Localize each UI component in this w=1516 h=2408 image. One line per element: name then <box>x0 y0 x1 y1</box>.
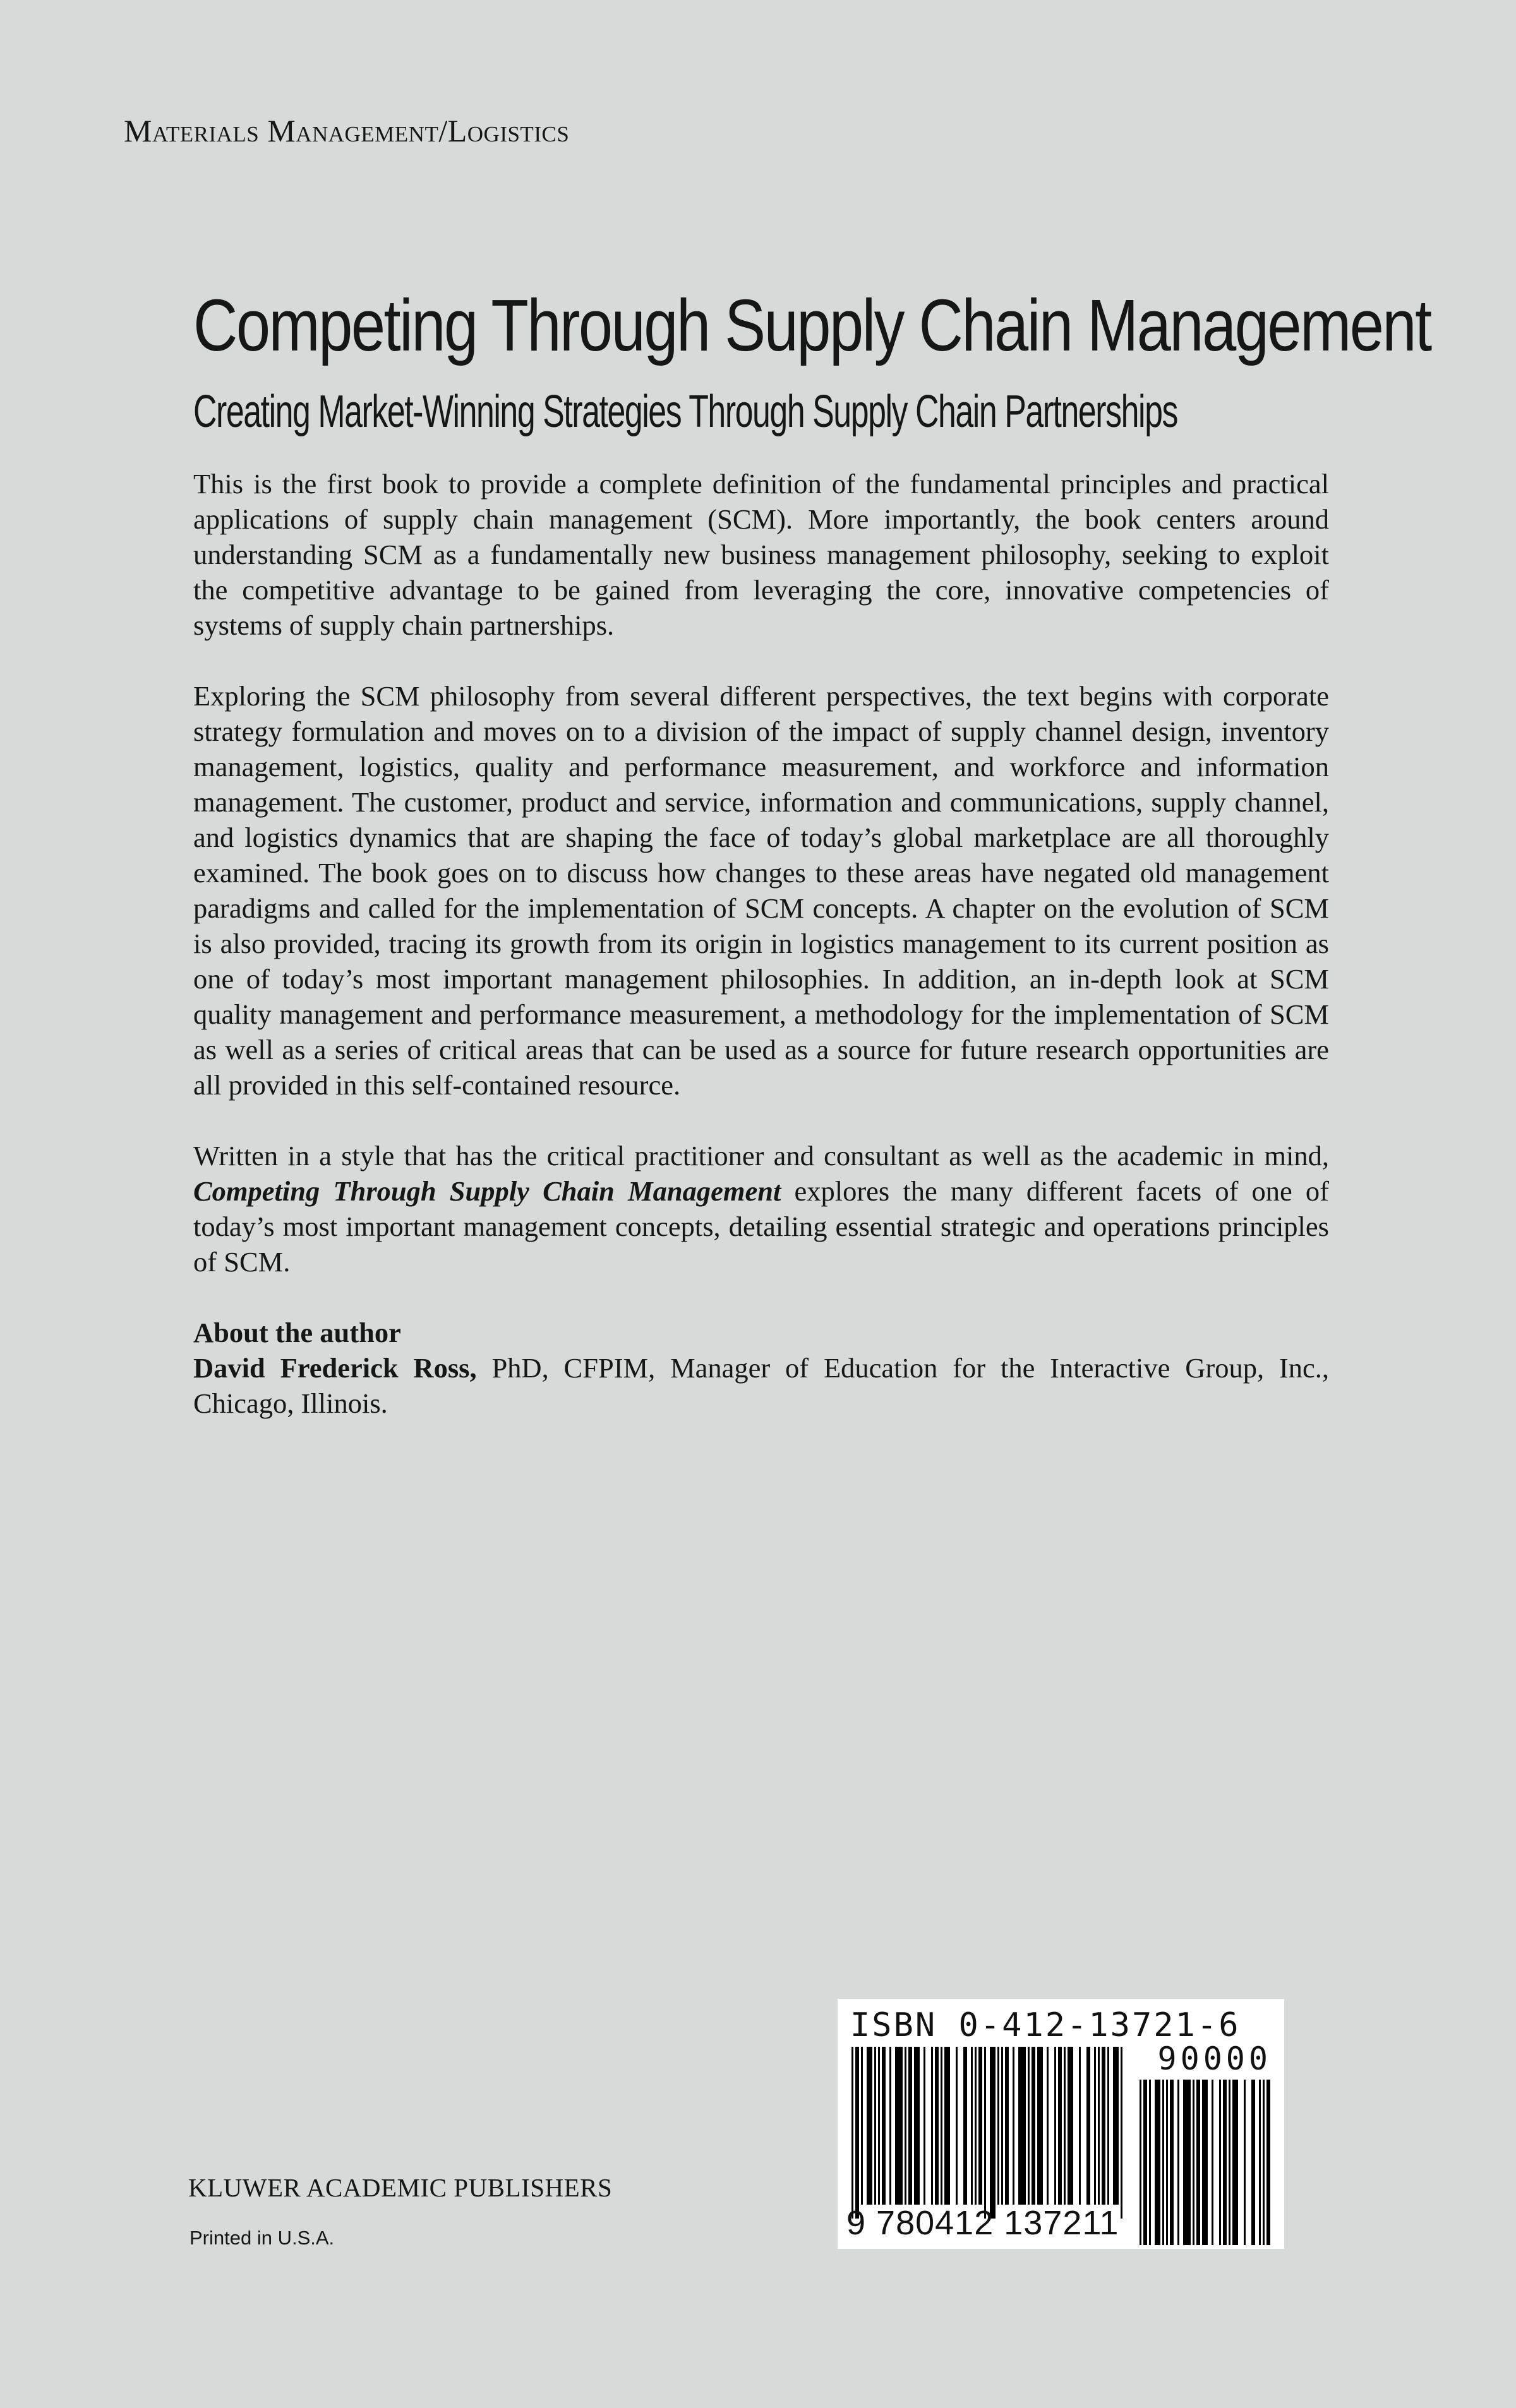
ean-barcode-bars <box>851 2047 1122 2219</box>
barcode-bar <box>1155 2080 1160 2245</box>
barcode-bar <box>1113 2047 1119 2205</box>
barcode-bar <box>1196 2080 1200 2245</box>
barcode-bar <box>867 2047 872 2205</box>
barcode-bar <box>1219 2080 1221 2245</box>
barcode-bar <box>1032 2047 1035 2205</box>
barcode-bar <box>1229 2080 1230 2245</box>
barcode-bar <box>1094 2047 1096 2205</box>
barcode-bar <box>1064 2047 1066 2205</box>
barcode-bar <box>1170 2080 1174 2245</box>
barcode-bar <box>1263 2080 1265 2245</box>
barcode-bar <box>923 2047 925 2205</box>
barcode-bar <box>1177 2080 1179 2245</box>
closing-text-start: Written in a style that has the critical practitioner and consultant as well as the academic in mind, <box>193 1140 1329 1171</box>
barcode-bar <box>882 2047 886 2205</box>
barcode-bar <box>941 2047 942 2205</box>
barcode-bar <box>1005 2047 1009 2205</box>
barcode-bar <box>1001 2047 1003 2205</box>
barcode-bar <box>1086 2047 1090 2205</box>
barcode-bar <box>1183 2080 1191 2245</box>
barcode-bar <box>1149 2080 1151 2245</box>
author-details: PhD, CFPIM, Manager of Education for the Interactive Group, Inc., Chicago, Illinois. <box>193 1352 1329 1419</box>
barcode-bar <box>935 2047 939 2205</box>
barcode-bar <box>1058 2047 1062 2205</box>
book-title-reference: Competing Through Supply Chain Management <box>193 1175 781 1207</box>
barcode-bar <box>851 2047 853 2219</box>
barcode-bar <box>1102 2047 1105 2205</box>
author-name: David Frederick Ross, <box>193 1352 477 1384</box>
printed-in-label: Printed in U.S.A. <box>190 2227 335 2249</box>
price-addon-code: 90000 <box>1157 2040 1272 2077</box>
barcode-bar <box>1251 2080 1255 2245</box>
series-label: Materials Management/Logistics <box>124 113 570 148</box>
barcode-bar <box>1259 2080 1261 2245</box>
barcode-bar <box>1013 2047 1014 2205</box>
addon-barcode-bars <box>1140 2080 1270 2245</box>
barcode-bar <box>1098 2047 1100 2205</box>
barcode-bar <box>956 2047 958 2205</box>
barcode-bar <box>861 2047 863 2205</box>
barcode-bar <box>1266 2080 1270 2245</box>
barcode-bar <box>990 2047 996 2219</box>
barcode-bar <box>1244 2080 1246 2245</box>
ean-digits: 9 780412 137211 <box>846 2204 1119 2242</box>
barcode-bar <box>878 2047 880 2205</box>
barcode-bar <box>963 2047 967 2205</box>
barcode-bar <box>889 2047 891 2205</box>
description-paragraph-1: This is the first book to provide a complete definition of the fundamental principles and practical applications of supply chain management (SCM). More importantly, the book centers around understanding SCM as a fundamentally new business management philosophy, seeking to exploit the competitive advantage to be gained from leveraging the core, innovative competencies of systems of supply chain partnerships. <box>193 468 1329 641</box>
barcode-bar <box>1212 2080 1213 2245</box>
barcode-bar <box>1121 2047 1122 2219</box>
barcode-bar <box>944 2047 950 2205</box>
barcode-bar <box>1232 2080 1238 2245</box>
closing-text-end: explores the many different facets of one of today’s most important management concepts, detailing essential strategic and operations principles of SCM. <box>193 1175 1329 1278</box>
isbn-number: ISBN 0-412-13721-6 <box>850 2006 1241 2044</box>
barcode-bar <box>1037 2047 1043 2205</box>
barcode-bar <box>905 2047 906 2205</box>
book-title: Competing Through Supply Chain Management <box>193 284 1431 366</box>
barcode-bar <box>1202 2080 1208 2245</box>
author-bio <box>193 1350 1329 1421</box>
barcode-bar <box>908 2047 912 2205</box>
barcode-bar <box>1028 2047 1030 2205</box>
barcode-bar <box>1193 2080 1194 2245</box>
barcode-bar <box>1047 2047 1049 2205</box>
description-paragraph-3 <box>193 1138 1329 1279</box>
barcode-bar <box>855 2047 859 2219</box>
description-text <box>193 466 1329 1421</box>
publisher-name: KLUWER ACADEMIC PUBLISHERS <box>188 2173 613 2202</box>
barcode-bar <box>997 2047 999 2205</box>
about-author-heading: About the author <box>193 1317 401 1348</box>
barcode-bar <box>914 2047 920 2205</box>
about-author-section <box>193 1315 1329 1421</box>
book-subtitle: Creating Market-Winning Strategies Through Supply Chain Partnerships <box>193 386 1177 437</box>
barcode-bar <box>1140 2080 1141 2245</box>
barcode-bar <box>1018 2047 1026 2205</box>
barcode-bar <box>971 2047 973 2205</box>
description-paragraph-2: Exploring the SCM philosophy from several different perspectives, the text begins with corporate strategy formulation and moves on to a division of the impact of supply channel design, inventory management, logistics, quality and performance measurement, and workforce and information management. The customer, product and service, information and communications, supply channel, and logistics dynamics that are shaping the face of today’s global marketplace are all thoroughly examined. The book goes on to discuss how changes to these areas have negated old management paradigms and called for the implementation of SCM concepts. A chapter on the evolution of SCM is also provided, tracing its growth from its origin in logistics management to its current position as one of today’s most important management philosophies. In addition, an in-depth look at SCM quality management and performance measurement, a methodology for the implementation of SCM as well as a series of critical areas that can be used as a source for future research opportunities are all provided in this self-contained resource. <box>193 680 1329 1101</box>
barcode-bar <box>1068 2047 1073 2205</box>
barcode-bar <box>1162 2080 1164 2245</box>
barcode-bar <box>1143 2080 1147 2245</box>
barcode-bar <box>984 2047 986 2219</box>
barcode-bar <box>1054 2047 1056 2205</box>
barcode-bar <box>975 2047 977 2205</box>
barcode-bar <box>874 2047 876 2205</box>
barcode-bar <box>1223 2080 1227 2245</box>
isbn-barcode-panel <box>838 1999 1284 2249</box>
barcode-bar <box>1107 2047 1109 2205</box>
barcode-bar <box>1166 2080 1168 2245</box>
barcode-bar <box>1079 2047 1081 2205</box>
barcode-bar <box>931 2047 933 2205</box>
barcode-bar <box>978 2047 982 2205</box>
barcode-bar <box>895 2047 903 2205</box>
